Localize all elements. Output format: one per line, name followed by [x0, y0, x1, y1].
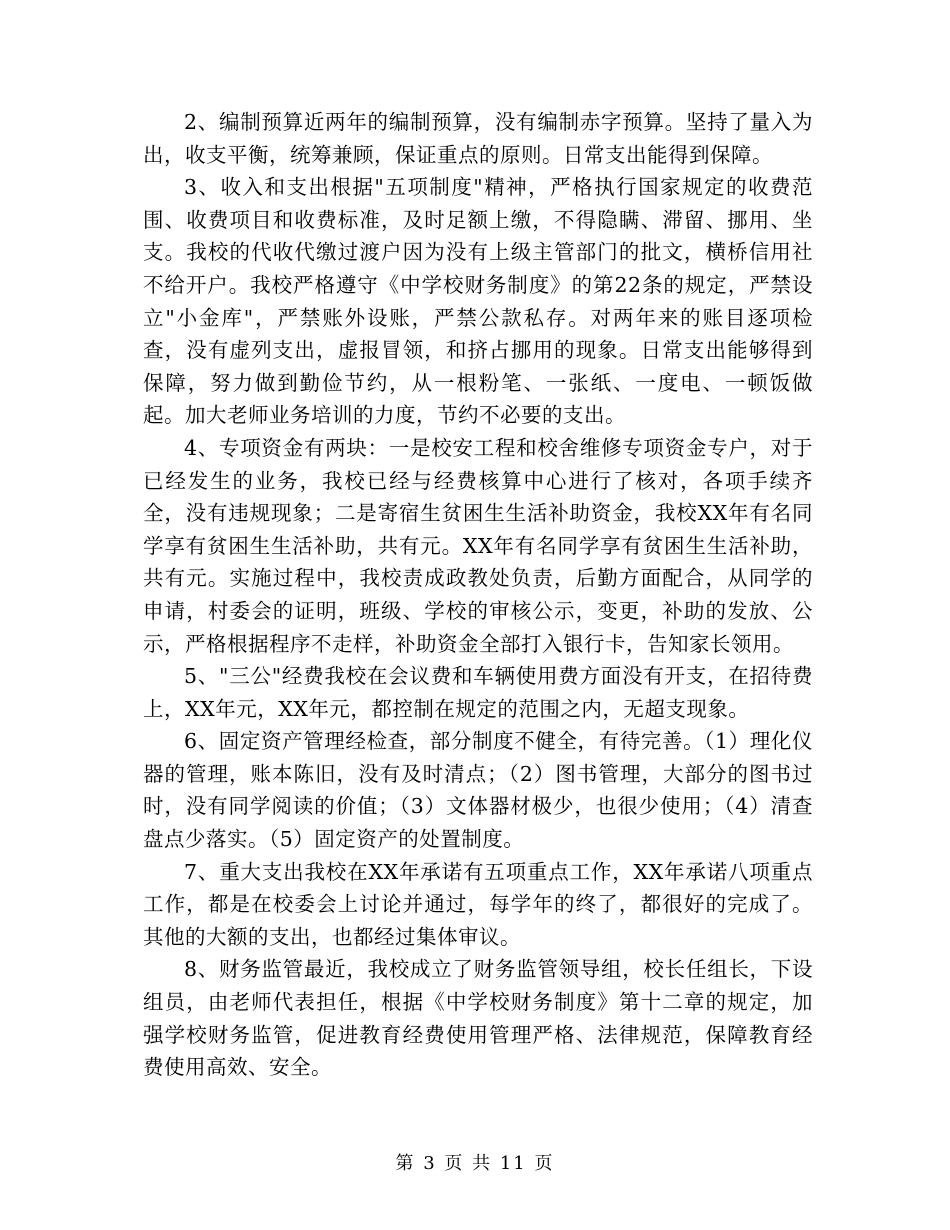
paragraph-budget: 2、编制预算近两年的编制预算，没有编制赤字预算。坚持了量入为出，收支平衡，统筹兼顾，保证重点的原则。日常支出能得到保障。 — [143, 110, 813, 167]
paragraph-special-funds: 4、专项资金有两块：一是校安工程和校舍维修专项资金专户，对于已经发生的业务，我校已经与经费核算中心进行了核对，各项手续齐全，没有违规现象；二是寄宿生贫困生生活补助资金，我校XX年有名同学享有贫困生生活补助，共有元。XX年有名同学享有贫困生生活补助，共有元。实施过程中，我校责成政教处负责，后勤方面配合，从同学的申请，村委会的证明，班级、学校的审核公示，变更，补助的发放、公示，严格根据程序不走样，补助资金全部打入银行卡，告知家长领用。 — [143, 435, 813, 656]
document-body — [143, 106, 813, 1084]
paragraph-three-public-expenses: 5、"三公"经费我校在会议费和车辆使用费方面没有开支，在招待费上，XX年元，XX年元，都控制在规定的范围之内，无超支现象。 — [143, 664, 813, 721]
paragraph-fixed-assets: 6、固定资产管理经检查，部分制度不健全，有待完善。（1）理化仪器的管理，账本陈旧，没有及时清点；（2）图书管理，大部分的图书过时，没有同学阅读的价值；（3）文体器材极少，也很少使用；（4）清查盘点少落实。（5）固定资产的处置制度。 — [143, 729, 813, 852]
paragraph-income-expenditure: 3、收入和支出根据"五项制度"精神，严格执行国家规定的收费范围、收费项目和收费标准，及时足额上缴，不得隐瞒、滞留、挪用、坐支。我校的代收代缴过渡户因为没有上级主管部门的批文，横桥信用社不给开户。我校严格遵守《中学校财务制度》的第22条的规定，严禁设立"小金库"，严禁账外设账，严禁公款私存。对两年来的账目逐项检查，没有虚列支出，虚报冒领，和挤占挪用的现象。日常支出能够得到保障，努力做到勤俭节约，从一根粉笔、一张纸、一度电、一顿饭做起。加大老师业务培训的力度，节约不必要的支出。 — [143, 175, 813, 428]
paragraph-major-expenditure: 7、重大支出我校在XX年承诺有五项重点工作，XX年承诺八项重点工作，都是在校委会上讨论并通过，每学年的终了，都很好的完成了。其他的大额的支出，也都经过集体审议。 — [143, 859, 813, 949]
page-number-footer: 第 3 页 共 11 页 — [395, 1153, 555, 1174]
paragraph-financial-supervision: 8、财务监管最近，我校成立了财务监管领导组，校长任组长，下设组员，由老师代表担任，根据《中学校财务制度》第十二章的规定，加强学校财务监管，促进教育经费使用管理严格、法律规范，保障教育经费使用高效、安全。 — [143, 957, 813, 1080]
